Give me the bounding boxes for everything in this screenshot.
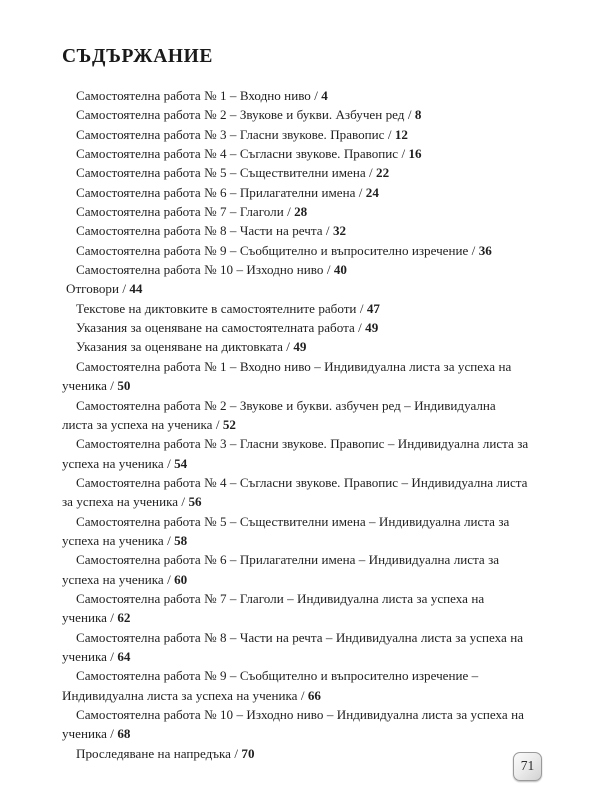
toc-entry[interactable] — [62, 299, 530, 318]
toc-entry[interactable] — [62, 163, 530, 182]
toc-entry[interactable] — [62, 125, 530, 144]
toc-entry-page-number: 68 — [117, 726, 131, 742]
toc-entry-label: Самостоятелна работа № 9 – Съобщително и въпросително изречение / — [76, 242, 479, 258]
toc-entry[interactable] — [62, 512, 530, 551]
toc-entry-page-number: 40 — [333, 262, 347, 278]
toc-entry-page-number: 52 — [222, 416, 236, 432]
toc-entry-page-number: 49 — [365, 320, 379, 336]
toc-entry-page-number: 28 — [294, 204, 308, 220]
toc-entry-page-number: 56 — [188, 494, 202, 510]
toc-entry-label: Самостоятелна работа № 1 – Входно ниво / — [76, 88, 322, 103]
toc-entry-page-number: 60 — [174, 571, 188, 587]
toc-entry[interactable] — [62, 628, 530, 667]
toc-entry-page-number: 32 — [332, 223, 347, 239]
page-title: СЪДЪРЖАНИЕ — [62, 46, 214, 67]
toc-entry[interactable] — [62, 550, 530, 589]
toc-entry[interactable] — [62, 241, 530, 260]
toc-entry[interactable] — [62, 183, 530, 202]
toc-entry-label: Текстове на диктовките в самостоятелните работи / — [76, 300, 367, 316]
toc-entry[interactable] — [62, 337, 530, 356]
toc-entry-label: Самостоятелна работа № 7 – Глаголи – Индивидуална листа за успеха на ученика / — [62, 590, 485, 626]
toc-entry-label: Самостоятелна работа № 10 – Изходно ниво / — [76, 262, 334, 278]
toc-entry-label: Указания за оценяване на диктовката / — [76, 339, 294, 355]
toc-entry-label: Самостоятелна работа № 10 – Изходно ниво – Индивидуална листа за успеха на ученика / — [62, 707, 524, 742]
toc-entry[interactable] — [62, 357, 530, 396]
toc-entry-page-number: 22 — [376, 165, 390, 181]
page-number-label: 71 — [520, 758, 535, 774]
toc-entry-label: Самостоятелна работа № 5 – Съществителни имена / — [76, 165, 377, 181]
toc-entry-page-number: 66 — [307, 687, 321, 703]
toc-entry-label: Самостоятелна работа № 8 – Части на речта – Индивидуална листа за успеха на ученика / — [62, 629, 524, 664]
toc-entry-label: Самостоятелна работа № 8 – Части на речта / — [76, 223, 333, 239]
toc-entry[interactable] — [62, 666, 530, 705]
toc-entry-page-number: 58 — [174, 532, 188, 548]
toc-entry-page-number: 16 — [408, 146, 422, 162]
toc-entry-label: Самостоятелна работа № 1 – Входно ниво – Индивидуална листа за успеха на ученика / — [62, 358, 512, 394]
toc-entry-label: Проследяване на напредъка / — [76, 745, 242, 761]
toc-entry[interactable] — [62, 260, 530, 279]
toc-entry-page-number: 54 — [174, 455, 188, 471]
toc-entry[interactable] — [62, 144, 530, 163]
toc-entry[interactable] — [62, 318, 530, 337]
toc-entry[interactable] — [62, 86, 530, 105]
toc-entry[interactable] — [62, 473, 530, 512]
toc-entry-page-number: 12 — [394, 126, 408, 142]
toc-entry-page-number: 64 — [117, 648, 131, 664]
toc-entry-page-number: 62 — [117, 610, 131, 626]
toc-entry-page-number: 24 — [365, 184, 379, 200]
page-number-badge — [513, 752, 542, 781]
toc-entry-label: Самостоятелна работа № 4 – Съгласни звукове. Правопис – Индивидуална листа за успеха на ученика / — [62, 474, 528, 510]
toc-entry[interactable] — [62, 434, 530, 473]
toc-entry-label: Самостоятелна работа № 3 – Гласни звукове. Правопис – Индивидуална листа за успеха на ученика / — [62, 436, 529, 471]
toc-entry-label: Отговори / — [66, 281, 130, 297]
toc-entry[interactable] — [62, 589, 530, 628]
toc-entry-label: Самостоятелна работа № 4 – Съгласни звукове. Правопис / — [76, 146, 409, 162]
toc-entry[interactable] — [62, 105, 530, 124]
toc-entry-page-number: 36 — [478, 242, 492, 258]
toc-entry-label: Самостоятелна работа № 3 – Гласни звукове. Правопис / — [76, 126, 395, 142]
toc-entry[interactable] — [62, 705, 530, 744]
toc-entry-label: Самостоятелна работа № 5 – Съществителни имена – Индивидуална листа за успеха на ученика / — [62, 513, 510, 548]
toc-entry-page-number: 47 — [366, 300, 380, 316]
toc-entry[interactable] — [62, 396, 530, 435]
toc-entry-label: Самостоятелна работа № 7 – Глаголи / — [76, 204, 295, 220]
toc-entry[interactable] — [62, 221, 530, 240]
toc-entry-page-number: 4 — [321, 88, 328, 103]
table-of-contents-list — [62, 86, 530, 763]
toc-entry-label: Самостоятелна работа № 6 – Прилагателни имена / — [76, 184, 366, 200]
toc-entry-label: Самостоятелна работа № 2 – Звукове и букви. Азбучен ред / — [76, 107, 415, 123]
toc-entry-label: Указания за оценяване на самостоятелната работа / — [76, 320, 366, 336]
toc-entry[interactable] — [62, 279, 530, 298]
toc-entry-page-number: 70 — [241, 745, 255, 761]
toc-entry-page-number: 8 — [414, 107, 422, 123]
toc-entry-label: Самостоятелна работа № 6 – Прилагателни имена – Индивидуална листа за успеха на ученика / — [62, 552, 500, 587]
toc-entry-page-number: 50 — [117, 378, 131, 394]
toc-entry-page-number: 49 — [293, 339, 307, 355]
toc-entry[interactable] — [62, 202, 530, 221]
toc-entry-label: Самостоятелна работа № 2 – Звукове и букви. азбучен ред – Индивидуална листа за успеха на ученика / — [62, 397, 496, 432]
toc-entry[interactable] — [62, 744, 530, 763]
toc-entry-label: Самостоятелна работа № 9 – Съобщително и въпросително изречение – Индивидуална листа за успеха на ученика / — [62, 668, 479, 703]
toc-entry-page-number: 44 — [129, 281, 143, 297]
